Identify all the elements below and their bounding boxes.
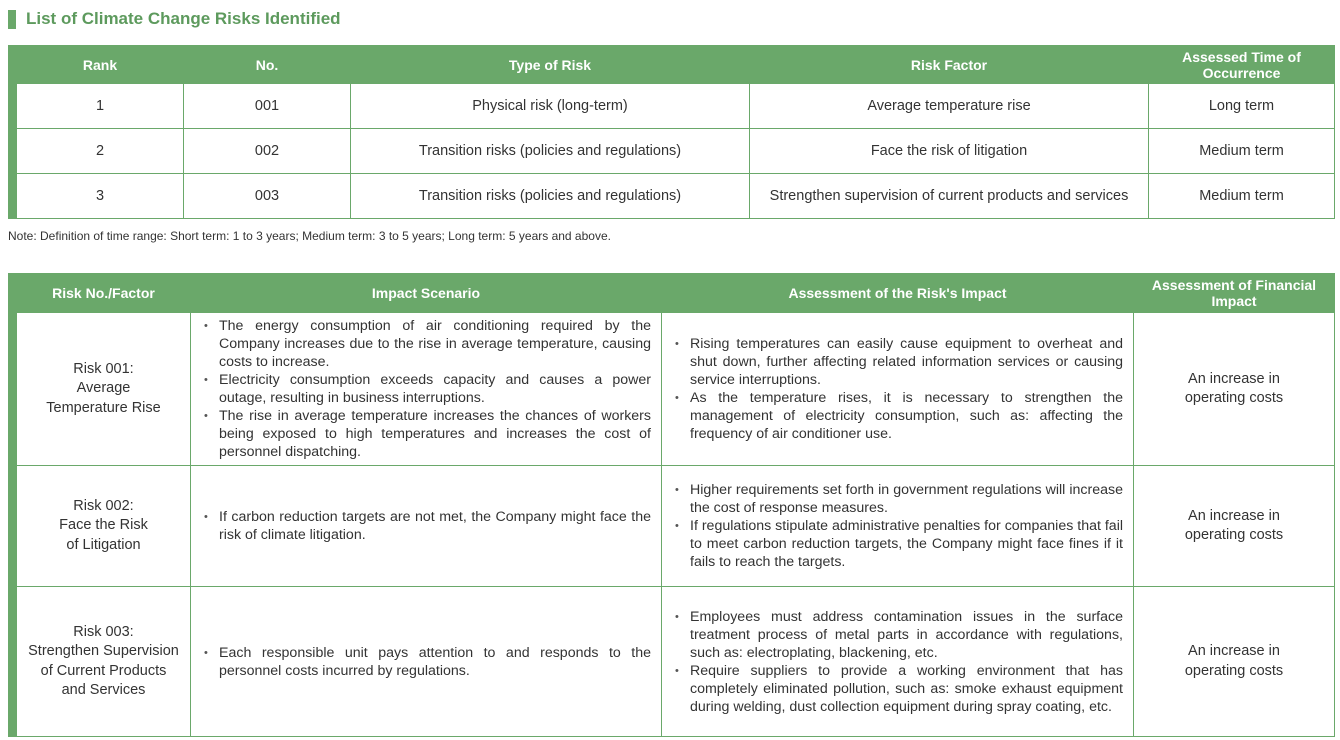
time-cell: Medium term bbox=[1149, 174, 1335, 219]
type-cell: Transition risks (policies and regulations) bbox=[351, 129, 750, 174]
cell-line: Strengthen Supervision bbox=[28, 643, 179, 659]
header-assessed-time: Assessed Time of Occurrence bbox=[1149, 46, 1335, 84]
table-row bbox=[9, 84, 1335, 129]
impact-scenario-cell bbox=[191, 313, 662, 466]
cell-line: operating costs bbox=[1184, 527, 1284, 543]
risk-factor-cell bbox=[17, 587, 191, 737]
time-cell: Medium term bbox=[1149, 129, 1335, 174]
table-edge bbox=[9, 274, 17, 313]
table-edge bbox=[9, 313, 17, 466]
factor-cell: Strengthen supervision of current products and services bbox=[750, 174, 1149, 219]
header-no: No. bbox=[184, 46, 351, 84]
table-row bbox=[9, 587, 1335, 737]
cell-line: Risk 002: bbox=[73, 497, 134, 514]
assessment-list bbox=[675, 335, 1123, 443]
no-cell: 001 bbox=[184, 84, 351, 129]
list-item: • Higher requirements set forth in government regulations will increase the cost of response measures. bbox=[675, 481, 1123, 517]
no-cell: 002 bbox=[184, 129, 351, 174]
cell-line: Risk 001: bbox=[73, 360, 134, 377]
risk-table-header-row bbox=[9, 46, 1335, 84]
list-item: • If carbon reduction targets are not met, the Company might face the risk of climate litigation. bbox=[204, 508, 651, 544]
cell-line: and Services bbox=[61, 682, 146, 698]
time-cell: Long term bbox=[1149, 84, 1335, 129]
list-item: • Employees must address contamination issues in the surface treatment process of metal parts in accordance with regulations, such as: electroplating, blackening, etc. bbox=[675, 608, 1123, 662]
header-risk-factor: Risk No./Factor bbox=[17, 274, 191, 313]
header-financial-impact: Assessment of Financial Impact bbox=[1134, 274, 1335, 313]
header-impact-scenario: Impact Scenario bbox=[191, 274, 662, 313]
header-risk-impact: Assessment of the Risk's Impact bbox=[662, 274, 1134, 313]
table-edge bbox=[9, 84, 17, 129]
header-rank: Rank bbox=[17, 46, 184, 84]
table-edge bbox=[9, 129, 17, 174]
cell-line: Face the Risk bbox=[59, 517, 148, 534]
assessment-list bbox=[675, 481, 1123, 571]
risk-factor-cell bbox=[17, 466, 191, 587]
scenario-list bbox=[204, 317, 651, 461]
impact-table-header-row bbox=[9, 274, 1335, 313]
table-edge bbox=[9, 466, 17, 587]
cell-line: An increase in bbox=[1188, 643, 1280, 659]
list-item: • The rise in average temperature increases the chances of workers being exposed to high temperatures and increases the cost of personnel dispatching. bbox=[204, 407, 651, 461]
cell-line: Risk 003: bbox=[73, 623, 134, 640]
cell-line: of Current Products bbox=[40, 662, 167, 679]
cell-line: Temperature Rise bbox=[46, 399, 161, 416]
list-item: • As the temperature rises, it is necessary to strengthen the management of electricity consumption, such as: affecting the frequency of air conditioner use. bbox=[675, 389, 1123, 443]
header-type-of-risk: Type of Risk bbox=[351, 46, 750, 84]
header-risk-factor: Risk Factor bbox=[750, 46, 1149, 84]
section-title bbox=[8, 8, 341, 30]
financial-impact-cell bbox=[1134, 466, 1335, 587]
rank-cell: 1 bbox=[17, 84, 184, 129]
risk-impact-cell bbox=[662, 466, 1134, 587]
financial-impact-cell bbox=[1134, 313, 1335, 466]
risk-impact-cell bbox=[662, 587, 1134, 737]
time-range-note: Note: Definition of time range: Short term: 1 to 3 years; Medium term: 3 to 5 years; Long term: 5 years and above. bbox=[8, 229, 611, 243]
cell-line: operating costs bbox=[1184, 662, 1284, 679]
financial-impact-cell bbox=[1134, 587, 1335, 737]
assessment-list bbox=[675, 608, 1123, 716]
factor-cell: Average temperature rise bbox=[750, 84, 1149, 129]
cell-line: operating costs bbox=[1184, 390, 1284, 406]
no-cell: 003 bbox=[184, 174, 351, 219]
table-row bbox=[9, 466, 1335, 587]
cell-line: An increase in bbox=[1188, 370, 1280, 387]
table-row bbox=[9, 313, 1335, 466]
type-cell: Transition risks (policies and regulations) bbox=[351, 174, 750, 219]
factor-cell: Face the risk of litigation bbox=[750, 129, 1149, 174]
scenario-list bbox=[204, 508, 651, 544]
risk-list-table bbox=[8, 45, 1335, 219]
cell-line: Average bbox=[76, 380, 131, 397]
page-title: List of Climate Change Risks Identified bbox=[26, 9, 341, 28]
list-item: • Rising temperatures can easily cause equipment to overheat and shut down, further affecting related information services or causing service interruptions. bbox=[675, 335, 1123, 389]
risk-impact-table bbox=[8, 273, 1335, 737]
list-item: • Require suppliers to provide a working environment that has completely eliminated pollution, such as: smoke exhaust equipment during welding, dust collection equipment during spray coating, etc. bbox=[675, 662, 1123, 716]
table-row bbox=[9, 129, 1335, 174]
cell-line: of Litigation bbox=[66, 536, 141, 553]
table-edge bbox=[9, 46, 17, 84]
type-cell: Physical risk (long-term) bbox=[351, 84, 750, 129]
list-item: • If regulations stipulate administrative penalties for companies that fail to meet carbon reduction targets, the Company might face fines if it fails to reach the targets. bbox=[675, 517, 1123, 571]
title-accent-bar bbox=[8, 10, 16, 29]
cell-line: An increase in bbox=[1188, 507, 1280, 524]
list-item: • Each responsible unit pays attention to and responds to the personnel costs incurred by regulations. bbox=[204, 644, 651, 680]
rank-cell: 2 bbox=[17, 129, 184, 174]
rank-cell: 3 bbox=[17, 174, 184, 219]
table-row bbox=[9, 174, 1335, 219]
risk-impact-cell bbox=[662, 313, 1134, 466]
list-item: • The energy consumption of air conditioning required by the Company increases due to the rise in average temperature, causing costs to increase. bbox=[204, 317, 651, 371]
scenario-list bbox=[204, 644, 651, 680]
risk-factor-cell bbox=[17, 313, 191, 466]
impact-scenario-cell bbox=[191, 587, 662, 737]
table-edge bbox=[9, 587, 17, 737]
impact-scenario-cell bbox=[191, 466, 662, 587]
table-edge bbox=[9, 174, 17, 219]
list-item: • Electricity consumption exceeds capacity and causes a power outage, resulting in business interruptions. bbox=[204, 371, 651, 407]
